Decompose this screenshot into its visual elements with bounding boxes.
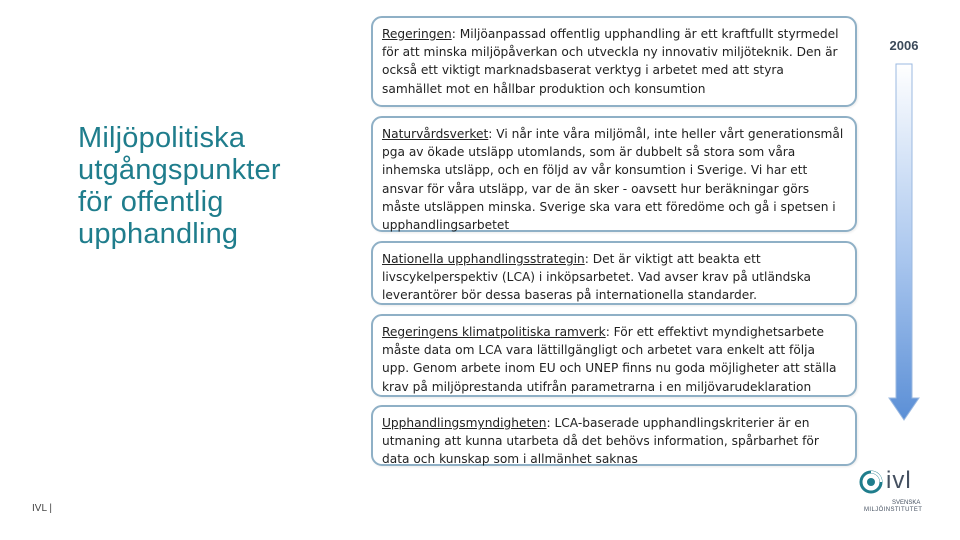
title-line-2: utgångspunkter — [78, 154, 281, 186]
timeline-arrow-icon — [886, 62, 922, 424]
slide-title — [78, 122, 348, 250]
statement-text: : För ett effektivt myndighetsarbete måste data om LCA vara lättillgängligt och arbetet vara enkelt att följa upp. Genom arbete inom EU och UNEP finns nu goda möjligheter att ställa krav på miljöprestanda utifrån parametrarna i en miljövarudeklaration — [382, 325, 837, 394]
statement-box-upphandlingsstrategin — [371, 241, 857, 305]
ivl-logo-mark-icon — [858, 467, 884, 497]
statement-box-naturvardsverket — [371, 116, 857, 232]
ivl-logo — [858, 467, 930, 519]
statement-text: : Vi når inte våra miljömål, inte heller vårt generationsmål pga av ökade utsläpp utomlands, som är dubbelt så stora som våra inhemska utsläpp, och en följd av vår konsumtion i Sverige. Vi har ett ansvar för våra utsläpp, var de än sker - oavsett hur beräkningar görs måste utsläppen minska. Sverige ska vara ett föredöme och gå i spetsen i upphandlingsarbetet — [382, 127, 844, 233]
title-line-3: för offentlig — [78, 186, 224, 218]
statement-text: : Miljöanpassad offentlig upphandling är ett kraftfullt styrmedel för att minska miljöpåverkan och utveckla ny innovativ miljöteknik. Den är också ett viktigt marknadsbaserat verktyg i arbetet med att styra samhället mot en hållbar produktion och konsumtion — [382, 27, 839, 96]
title-line-4: upphandling — [78, 218, 239, 250]
footer-text: IVL | — [32, 503, 53, 514]
statement-org: Upphandlingsmyndigheten — [382, 416, 547, 430]
statement-org: Naturvårdsverket — [382, 127, 489, 141]
logo-subtitle-2: MILJÖINSTITUTET — [864, 507, 923, 513]
statement-box-klimatpolitiska-ramverk — [371, 314, 857, 397]
statement-org: Regeringens klimatpolitiska ramverk — [382, 325, 606, 339]
statement-box-upphandlingsmyndigheten — [371, 405, 857, 466]
statement-org: Regeringen — [382, 27, 452, 41]
logo-subtitle-1: SVENSKA — [892, 500, 921, 506]
title-line-1: Miljöpolitiska — [78, 122, 246, 154]
timeline-year: 2006 — [889, 38, 919, 53]
statement-box-regeringen — [371, 16, 857, 107]
statement-text: : Det är viktigt att beakta ett livscykelperspektiv (LCA) i inköpsarbetet. Vad avser krav på utländska leverantörer bör dessa baseras på internationella standarder. — [382, 252, 812, 303]
statement-text: : LCA-baserade upphandlingskriterier är en utmaning att kunna utarbeta då det behövs information, spårbarhet för data och kunskap som i allmänhet saknas — [382, 416, 819, 467]
logo-wordmark: ivl — [886, 467, 912, 494]
statement-org: Nationella upphandlingsstrategin — [382, 252, 585, 266]
